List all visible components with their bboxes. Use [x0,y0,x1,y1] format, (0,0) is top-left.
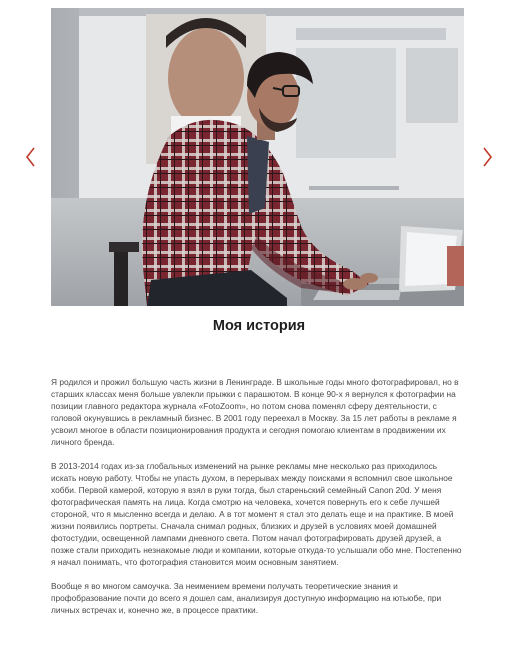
page-title: Моя история [212,318,306,334]
chevron-right-icon [477,144,497,170]
paragraph: Вообще я во многом самоучка. За неимением времени получать теоретические знания и профобразование почти до всего я дошел сам, анализируя доступную информацию на ютьюбе, при личных встречах и, конечно же, в процессе практики. [51,581,442,615]
slider-prev-button[interactable] [21,144,41,170]
paragraph: В 2013-2014 годах из-за глобальных изменений на рынке рекламы мне несколько раз приходилось искать новую работу. Чтобы не упасть духом, в перерывах между поисками я вспомнил свое школьное хобби. Первой камерой, которую я взял в руки тогда, был стареньский семейный Canon 20d. У меня фотографическая память на лица. Когда смотрю на человека, хочется повернуть его к себе лучшей стороной, что я мысленно всегда и делаю. А в тот момент я стал это делать еще и на практике. В моей жизни появились портреты. Сначала снимал родных, близких и друзей в условиях моей домашней фотостудии, освещенной лампами дневного света. Потом начал фотографировать друзей друзей, а позже стали приходить незнакомые люди и компании, которые откуда-то услышали обо мне. Постепенно я начал понимать, что фотография становится моим основным занятием. [51,461,462,567]
paragraph: Я родился и прожил большую часть жизни в Ленинграде. В школьные годы много фотографировал, но в старших классах меня больше увлекли прыжки с парашютом. В конце 90-х я вернулся к фотографии на позиции главного редактора журнала «FotoZoom», но потом снова поменял сферу деятельности, с головой окунувшись в рекламный бизнес. В 2001 году переехал в Москву. За 15 лет работы в рекламе я усвоил многое в области позиционирования продукта и сегодня помогаю клиентам в продвижении их личного бренда. [51,377,459,447]
chevron-left-icon [21,144,41,170]
photo-man-at-laptop [51,8,464,306]
slider-next-button[interactable] [477,144,497,170]
photo-slider [0,0,518,312]
slide-image [51,8,464,306]
article-body [51,376,464,628]
